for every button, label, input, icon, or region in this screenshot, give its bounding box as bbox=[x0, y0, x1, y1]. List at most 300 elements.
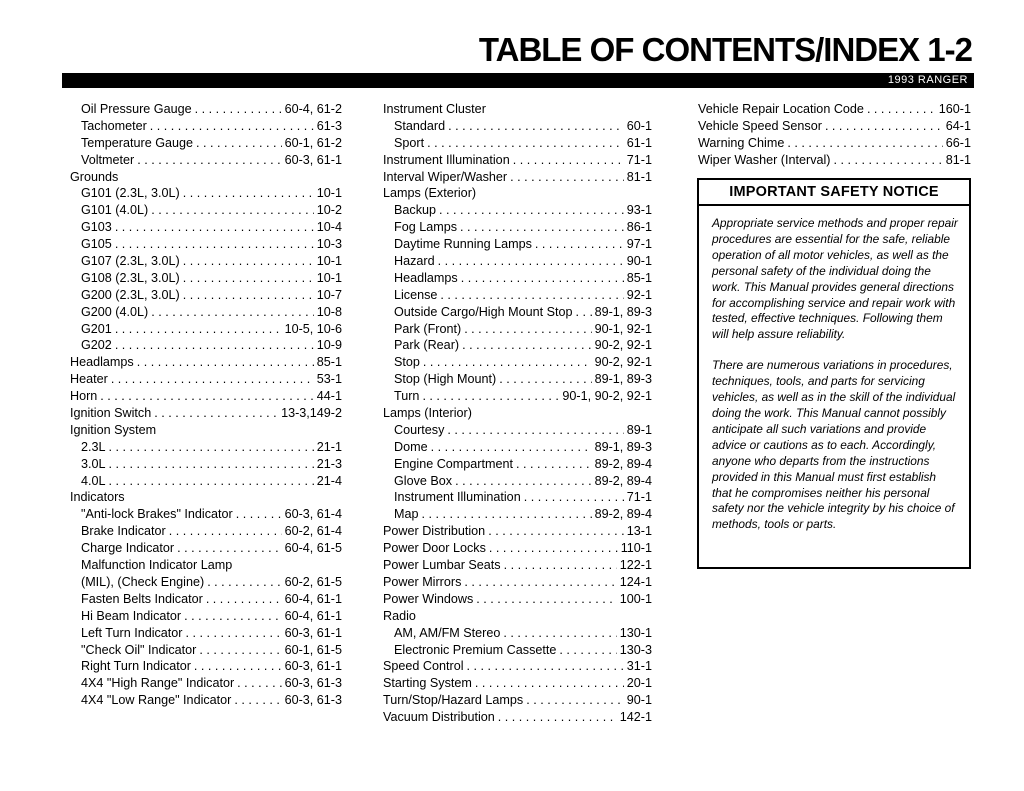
entry-page: 122-1 bbox=[619, 558, 652, 573]
index-entry bbox=[70, 422, 342, 439]
index-entry bbox=[70, 523, 342, 540]
entry-label: Brake Indicator bbox=[81, 524, 166, 539]
dot-leader bbox=[504, 557, 617, 574]
entry-page: 90-1 bbox=[626, 693, 652, 708]
entry-label: Instrument Illumination bbox=[394, 490, 521, 505]
entry-label: Headlamps bbox=[70, 355, 134, 370]
entry-page: 10-1 bbox=[316, 254, 342, 269]
entry-page: 89-1, 89-3 bbox=[594, 439, 652, 454]
index-entry bbox=[70, 185, 342, 202]
entry-label: Hazard bbox=[394, 254, 435, 269]
index-entry bbox=[70, 405, 342, 422]
entry-label: Horn bbox=[70, 389, 98, 404]
entry-label: Oil Pressure Gauge bbox=[81, 102, 192, 116]
index-entry bbox=[698, 118, 971, 135]
dot-leader bbox=[151, 202, 314, 219]
entry-page: 60-2, 61-4 bbox=[284, 524, 342, 539]
dot-leader bbox=[115, 219, 314, 236]
dot-leader bbox=[516, 456, 592, 473]
dot-leader bbox=[499, 371, 591, 388]
entry-label: Fog Lamps bbox=[394, 220, 457, 235]
dot-leader bbox=[489, 540, 618, 557]
entry-page: 10-8 bbox=[316, 304, 342, 319]
index-entry bbox=[383, 253, 652, 270]
entry-label: Glove Box bbox=[394, 473, 453, 488]
entry-label: Daytime Running Lamps bbox=[394, 237, 532, 252]
index-entry bbox=[70, 152, 342, 169]
dot-leader bbox=[867, 101, 936, 118]
dot-leader bbox=[194, 658, 282, 675]
index-entry bbox=[383, 202, 652, 219]
index-entry bbox=[70, 354, 342, 371]
dot-leader bbox=[109, 439, 314, 456]
index-entry bbox=[383, 422, 652, 439]
index-entry bbox=[383, 118, 652, 135]
entry-page: 124-1 bbox=[619, 574, 652, 589]
dot-leader bbox=[186, 625, 282, 642]
index-entry bbox=[383, 337, 652, 354]
dot-leader bbox=[422, 388, 559, 405]
entry-page: 89-2, 89-4 bbox=[594, 473, 652, 488]
index-entry bbox=[383, 591, 652, 608]
entry-label: G200 (4.0L) bbox=[81, 304, 149, 319]
dot-leader bbox=[169, 523, 282, 540]
dot-leader bbox=[115, 236, 314, 253]
entry-label: AM, AM/FM Stereo bbox=[394, 625, 501, 640]
dot-leader bbox=[787, 135, 942, 152]
index-column-1 bbox=[70, 101, 342, 709]
dot-leader bbox=[115, 321, 282, 338]
dot-leader bbox=[535, 236, 624, 253]
dot-leader bbox=[234, 692, 281, 709]
entry-label: License bbox=[394, 287, 438, 302]
index-entry bbox=[698, 101, 971, 118]
entry-label: G202 bbox=[81, 338, 112, 353]
entry-page: 60-1 bbox=[626, 118, 652, 133]
entry-page: 21-4 bbox=[316, 473, 342, 488]
index-entry bbox=[383, 692, 652, 709]
entry-label: Malfunction Indicator Lamp bbox=[81, 558, 233, 573]
index-entry bbox=[383, 304, 652, 321]
dot-leader bbox=[439, 202, 624, 219]
entry-label: G107 (2.3L, 3.0L) bbox=[81, 254, 180, 269]
entry-label: Hi Beam Indicator bbox=[81, 608, 182, 623]
index-entry bbox=[383, 236, 652, 253]
page-title: TABLE OF CONTENTS/INDEX 1-2 bbox=[478, 31, 972, 68]
entry-label: Instrument Cluster bbox=[383, 102, 486, 116]
entry-page: 60-3, 61-3 bbox=[284, 693, 342, 708]
entry-label: Sport bbox=[394, 135, 425, 150]
dot-leader bbox=[427, 135, 624, 152]
dot-leader bbox=[498, 709, 617, 726]
index-entry bbox=[383, 540, 652, 557]
entry-label: G201 bbox=[81, 321, 112, 336]
entry-page: 61-1 bbox=[626, 135, 652, 150]
entry-page: 89-1, 89-3 bbox=[594, 372, 652, 387]
entry-page: 13-3,149-2 bbox=[281, 406, 342, 421]
entry-label: Map bbox=[394, 507, 419, 522]
index-entry bbox=[70, 489, 342, 506]
index-entry bbox=[698, 135, 971, 152]
entry-page: 10-9 bbox=[316, 338, 342, 353]
dot-leader bbox=[199, 642, 281, 659]
index-entry bbox=[383, 658, 652, 675]
dot-leader bbox=[576, 304, 592, 321]
entry-label: Engine Compartment bbox=[394, 456, 514, 471]
entry-label: Tachometer bbox=[81, 118, 147, 133]
entry-label: Indicators bbox=[70, 490, 125, 505]
dot-leader bbox=[137, 354, 314, 371]
index-entry bbox=[383, 557, 652, 574]
dot-leader bbox=[431, 439, 592, 456]
entry-page: 60-4, 61-1 bbox=[284, 591, 342, 606]
dot-leader bbox=[455, 473, 591, 490]
entry-page: 60-1, 61-2 bbox=[284, 135, 342, 150]
index-entry bbox=[383, 219, 652, 236]
index-entry bbox=[383, 608, 652, 625]
dot-leader bbox=[825, 118, 943, 135]
entry-label: Wiper Washer (Interval) bbox=[698, 152, 831, 167]
index-entry bbox=[383, 675, 652, 692]
dot-leader bbox=[476, 591, 616, 608]
dot-leader bbox=[100, 388, 313, 405]
entry-page: 89-1 bbox=[626, 422, 652, 437]
entry-page: 10-5, 10-6 bbox=[284, 321, 342, 336]
dot-leader bbox=[111, 371, 314, 388]
header-bar bbox=[62, 73, 974, 88]
index-entry bbox=[70, 642, 342, 659]
index-entry bbox=[70, 304, 342, 321]
entry-label: Voltmeter bbox=[81, 152, 135, 167]
index-entry bbox=[383, 101, 652, 118]
entry-page: 61-3 bbox=[316, 118, 342, 133]
entry-page: 10-4 bbox=[316, 220, 342, 235]
entry-page: 90-2, 92-1 bbox=[594, 338, 652, 353]
index-entry bbox=[70, 270, 342, 287]
entry-page: 142-1 bbox=[619, 710, 652, 725]
entry-page: 130-3 bbox=[619, 642, 652, 657]
dot-leader bbox=[236, 506, 282, 523]
dot-leader bbox=[183, 270, 314, 287]
entry-label: Starting System bbox=[383, 676, 472, 691]
dot-leader bbox=[137, 152, 281, 169]
index-entry bbox=[383, 489, 652, 506]
index-entry bbox=[383, 642, 652, 659]
entry-label: 2.3L bbox=[81, 439, 106, 454]
dot-leader bbox=[440, 287, 623, 304]
entry-label: Warning Chime bbox=[698, 135, 785, 150]
index-entry bbox=[70, 540, 342, 557]
entry-label: 3.0L bbox=[81, 456, 106, 471]
dot-leader bbox=[422, 506, 592, 523]
entry-label: Instrument Illumination bbox=[383, 152, 510, 167]
entry-page: 90-1 bbox=[626, 254, 652, 269]
index-entry bbox=[70, 506, 342, 523]
entry-label: G105 bbox=[81, 237, 112, 252]
entry-page: 60-3, 61-4 bbox=[284, 507, 342, 522]
entry-page: 81-1 bbox=[626, 169, 652, 184]
entry-page: 71-1 bbox=[626, 490, 652, 505]
entry-label: Power Lumbar Seats bbox=[383, 558, 501, 573]
entry-page: 92-1 bbox=[626, 287, 652, 302]
notice-paragraph: There are numerous variations in procedures, techniques, tools, and parts for servicing vehicles, as well as in the skill of the individual doing the work. This Manual cannot possibly anticipate all such variations and provide advice or cautions as to each. Accordingly, anyone who departs from the instructions provided in this Manual must first establish that he compromises neither his personal safety nor the vehicle integrity by his choice of methods, tools or parts. bbox=[712, 358, 956, 532]
entry-page: 21-3 bbox=[316, 456, 342, 471]
dot-leader bbox=[467, 658, 624, 675]
index-entry bbox=[70, 658, 342, 675]
dot-leader bbox=[150, 118, 314, 135]
entry-page: 93-1 bbox=[626, 203, 652, 218]
entry-page: 130-1 bbox=[619, 625, 652, 640]
dot-leader bbox=[461, 270, 624, 287]
dot-leader bbox=[464, 321, 591, 338]
entry-page: 110-1 bbox=[620, 541, 652, 556]
index-entry bbox=[70, 337, 342, 354]
safety-notice bbox=[697, 178, 971, 569]
entry-page: 160-1 bbox=[938, 102, 971, 116]
entry-label: Grounds bbox=[70, 169, 119, 184]
dot-leader bbox=[448, 118, 624, 135]
dot-leader bbox=[237, 675, 281, 692]
entry-page: 60-3, 61-1 bbox=[284, 625, 342, 640]
index-entry bbox=[383, 152, 652, 169]
entry-label: Vehicle Speed Sensor bbox=[698, 118, 822, 133]
entry-label: Right Turn Indicator bbox=[81, 659, 191, 674]
index-entry bbox=[70, 219, 342, 236]
entry-page: 31-1 bbox=[626, 659, 652, 674]
dot-leader bbox=[503, 625, 616, 642]
entry-label: Lamps (Exterior) bbox=[383, 186, 477, 201]
entry-label: Heater bbox=[70, 372, 108, 387]
dot-leader bbox=[206, 591, 282, 608]
entry-label: 4X4 "Low Range" Indicator bbox=[81, 693, 232, 708]
entry-label: Speed Control bbox=[383, 659, 464, 674]
index-entry bbox=[383, 287, 652, 304]
index-entry bbox=[70, 574, 342, 591]
dot-leader bbox=[559, 642, 616, 659]
index-entry bbox=[383, 405, 652, 422]
entry-label: Turn/Stop/Hazard Lamps bbox=[383, 693, 524, 708]
index-entry bbox=[383, 574, 652, 591]
entry-label: Power Distribution bbox=[383, 524, 486, 539]
dot-leader bbox=[115, 337, 314, 354]
entry-page: 90-1, 90-2, 92-1 bbox=[562, 389, 652, 404]
dot-leader bbox=[464, 574, 616, 591]
entry-page: 60-4, 61-2 bbox=[284, 102, 342, 116]
notice-title: IMPORTANT SAFETY NOTICE bbox=[699, 180, 969, 206]
index-entry bbox=[383, 169, 652, 186]
index-entry bbox=[383, 456, 652, 473]
index-entry bbox=[70, 388, 342, 405]
entry-label: G101 (2.3L, 3.0L) bbox=[81, 186, 180, 201]
index-entry bbox=[70, 371, 342, 388]
index-entry bbox=[383, 625, 652, 642]
entry-label: Outside Cargo/High Mount Stop bbox=[394, 304, 573, 319]
entry-page: 66-1 bbox=[945, 135, 971, 150]
entry-page: 90-1, 92-1 bbox=[594, 321, 652, 336]
index-entry bbox=[70, 101, 342, 118]
index-entry bbox=[70, 135, 342, 152]
dot-leader bbox=[447, 422, 623, 439]
dot-leader bbox=[475, 675, 624, 692]
entry-page: 13-1 bbox=[626, 524, 652, 539]
entry-page: 20-1 bbox=[626, 676, 652, 691]
entry-page: 89-2, 89-4 bbox=[594, 456, 652, 471]
entry-page: 89-1, 89-3 bbox=[594, 304, 652, 319]
dot-leader bbox=[207, 574, 281, 591]
entry-page: 89-2, 89-4 bbox=[594, 507, 652, 522]
entry-label: (MIL), (Check Engine) bbox=[81, 574, 205, 589]
entry-page: 10-1 bbox=[316, 186, 342, 201]
entry-page: 97-1 bbox=[626, 237, 652, 252]
index-entry bbox=[383, 135, 652, 152]
index-entry bbox=[70, 473, 342, 490]
index-entry bbox=[383, 270, 652, 287]
entry-page: 60-3, 61-1 bbox=[284, 659, 342, 674]
entry-label: Turn bbox=[394, 389, 420, 404]
entry-page: 64-1 bbox=[945, 118, 971, 133]
dot-leader bbox=[423, 354, 592, 371]
entry-label: "Check Oil" Indicator bbox=[81, 642, 197, 657]
entry-page: 21-1 bbox=[316, 439, 342, 454]
entry-page: 60-1, 61-5 bbox=[284, 642, 342, 657]
entry-page: 85-1 bbox=[626, 270, 652, 285]
index-entry bbox=[70, 675, 342, 692]
index-entry bbox=[383, 321, 652, 338]
entry-label: Fasten Belts Indicator bbox=[81, 591, 203, 606]
index-entry bbox=[70, 321, 342, 338]
dot-leader bbox=[154, 405, 278, 422]
index-entry bbox=[383, 185, 652, 202]
entry-page: 10-1 bbox=[316, 270, 342, 285]
entry-label: G108 (2.3L, 3.0L) bbox=[81, 270, 180, 285]
entry-label: Stop bbox=[394, 355, 420, 370]
dot-leader bbox=[184, 608, 281, 625]
entry-page: 10-7 bbox=[316, 287, 342, 302]
entry-label: Headlamps bbox=[394, 270, 458, 285]
entry-label: Temperature Gauge bbox=[81, 135, 194, 150]
entry-page: 60-4, 61-5 bbox=[284, 541, 342, 556]
index-entry bbox=[698, 152, 971, 169]
entry-label: Power Mirrors bbox=[383, 574, 462, 589]
entry-label: Electronic Premium Cassette bbox=[394, 642, 557, 657]
entry-page: 90-2, 92-1 bbox=[594, 355, 652, 370]
entry-label: Dome bbox=[394, 439, 428, 454]
entry-page: 81-1 bbox=[945, 152, 971, 167]
index-entry bbox=[70, 456, 342, 473]
index-entry bbox=[70, 692, 342, 709]
index-entry bbox=[70, 118, 342, 135]
entry-label: Park (Rear) bbox=[394, 338, 460, 353]
entry-label: 4X4 "High Range" Indicator bbox=[81, 676, 235, 691]
entry-label: G103 bbox=[81, 220, 112, 235]
dot-leader bbox=[183, 287, 314, 304]
entry-label: Ignition Switch bbox=[70, 406, 152, 421]
dot-leader bbox=[510, 169, 624, 186]
entry-label: Vacuum Distribution bbox=[383, 710, 495, 725]
index-entry bbox=[70, 253, 342, 270]
entry-label: Standard bbox=[394, 118, 446, 133]
entry-page: 60-3, 61-1 bbox=[284, 152, 342, 167]
index-entry bbox=[383, 523, 652, 540]
index-entry bbox=[383, 506, 652, 523]
entry-page: 10-3 bbox=[316, 237, 342, 252]
entry-label: Stop (High Mount) bbox=[394, 372, 497, 387]
dot-leader bbox=[195, 101, 282, 118]
entry-page: 44-1 bbox=[316, 389, 342, 404]
entry-label: Radio bbox=[383, 608, 416, 623]
index-column-2 bbox=[383, 101, 652, 726]
entry-label: G200 (2.3L, 3.0L) bbox=[81, 287, 180, 302]
vehicle-label: 1993 RANGER bbox=[887, 74, 968, 86]
entry-label: Left Turn Indicator bbox=[81, 625, 183, 640]
entry-page: 71-1 bbox=[626, 152, 652, 167]
index-entry bbox=[70, 439, 342, 456]
dot-leader bbox=[462, 337, 592, 354]
index-entry bbox=[383, 354, 652, 371]
index-entry bbox=[70, 625, 342, 642]
dot-leader bbox=[524, 489, 624, 506]
entry-label: Interval Wiper/Washer bbox=[383, 169, 508, 184]
entry-page: 60-4, 61-1 bbox=[284, 608, 342, 623]
index-column-3 bbox=[698, 101, 971, 169]
dot-leader bbox=[438, 253, 624, 270]
index-entry bbox=[383, 371, 652, 388]
index-entry bbox=[70, 287, 342, 304]
dot-leader bbox=[196, 135, 282, 152]
dot-leader bbox=[513, 152, 624, 169]
dot-leader bbox=[526, 692, 624, 709]
dot-leader bbox=[834, 152, 943, 169]
entry-label: Park (Front) bbox=[394, 321, 462, 336]
entry-label: "Anti-lock Brakes" Indicator bbox=[81, 507, 233, 522]
entry-label: G101 (4.0L) bbox=[81, 203, 149, 218]
entry-page: 86-1 bbox=[626, 220, 652, 235]
entry-label: Vehicle Repair Location Code bbox=[698, 102, 864, 116]
index-entry bbox=[383, 439, 652, 456]
dot-leader bbox=[109, 456, 314, 473]
index-entry bbox=[70, 557, 342, 574]
entry-page: 53-1 bbox=[316, 372, 342, 387]
index-entry bbox=[70, 236, 342, 253]
index-entry bbox=[70, 608, 342, 625]
notice-paragraph: Appropriate service methods and proper repair procedures are essential for the safe, reliable operation of all motor vehicles, as well as the personal safety of the individual doing the work. This Manual provides general directions for accomplishing service and repair work with tested, effective techniques. Following them will help assure reliability. bbox=[712, 216, 958, 342]
dot-leader bbox=[109, 473, 314, 490]
index-entry bbox=[383, 473, 652, 490]
entry-page: 60-2, 61-5 bbox=[284, 574, 342, 589]
entry-label: Charge Indicator bbox=[81, 541, 175, 556]
entry-label: 4.0L bbox=[81, 473, 106, 488]
dot-leader bbox=[488, 523, 624, 540]
dot-leader bbox=[151, 304, 314, 321]
entry-label: Lamps (Interior) bbox=[383, 406, 472, 421]
dot-leader bbox=[183, 185, 314, 202]
index-entry bbox=[70, 202, 342, 219]
entry-page: 85-1 bbox=[316, 355, 342, 370]
index-entry bbox=[70, 591, 342, 608]
dot-leader bbox=[177, 540, 281, 557]
index-entry bbox=[383, 709, 652, 726]
entry-label: Power Door Locks bbox=[383, 541, 486, 556]
dot-leader bbox=[183, 253, 314, 270]
notice-body bbox=[699, 206, 969, 533]
entry-label: Power Windows bbox=[383, 591, 474, 606]
entry-label: Backup bbox=[394, 203, 437, 218]
entry-label: Ignition System bbox=[70, 422, 157, 437]
entry-page: 10-2 bbox=[316, 203, 342, 218]
index-entry bbox=[70, 169, 342, 186]
dot-leader bbox=[460, 219, 624, 236]
index-entry bbox=[383, 388, 652, 405]
